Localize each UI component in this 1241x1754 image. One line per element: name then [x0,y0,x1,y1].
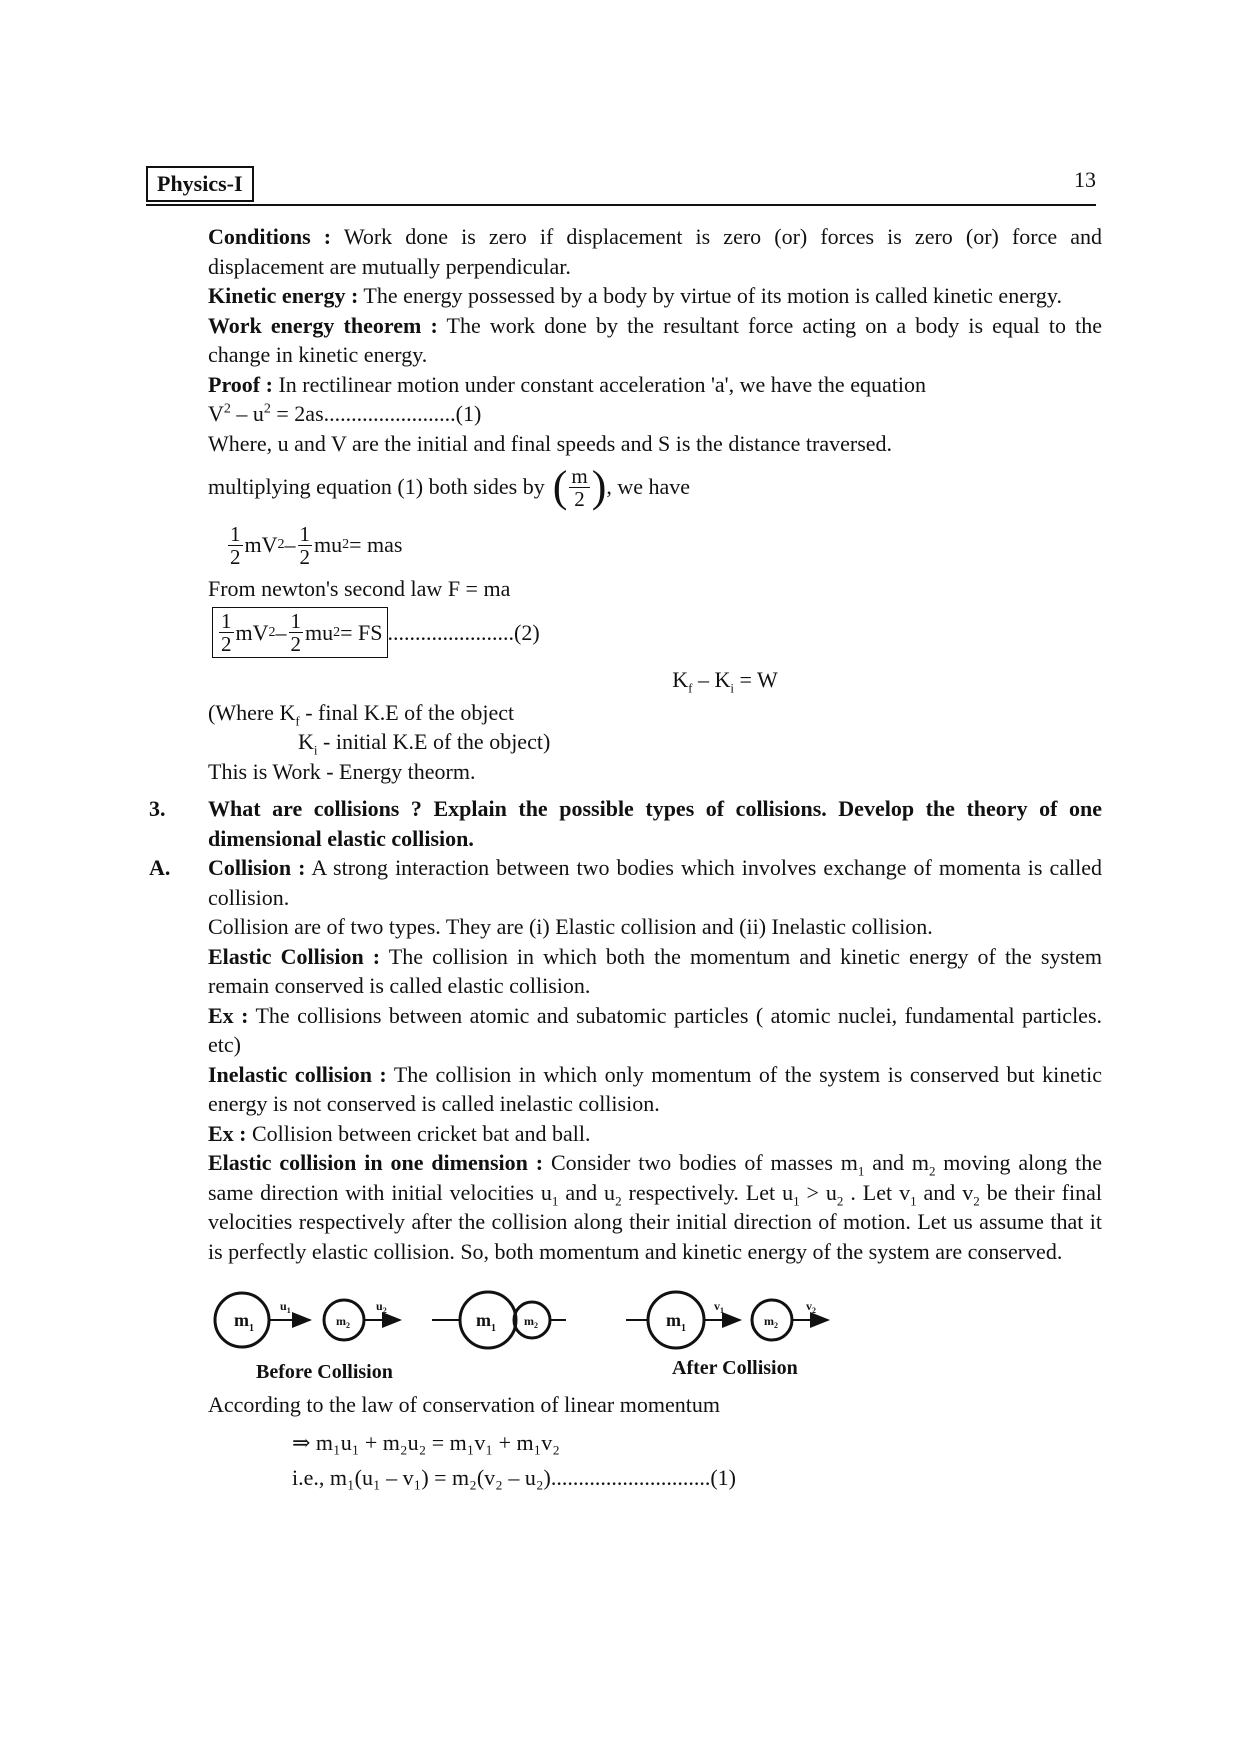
boxed-equation: $\frac{1}{2}$ mV 2 – $\frac{1}{2}$ mu 2 = FS [212,607,388,658]
proof-text: In rectilinear motion under constant acceleration 'a', we have the equation [272,371,926,397]
answer-a: A. Collision : A strong interaction between two bodies which involves exchange of momenta is called collision. [149,855,1102,910]
m-over-2-fraction: $\frac{m}{2}$ [571,463,588,511]
one-dimension-paragraph: Elastic collision in one dimension : Consider two bodies of masses $m_1$ and $m_2$ moving along the same direction with initial velocities $u_1$ and $u_2$ respectively. Let $u_1 > u_2$ . Let $v_1$ and $v_2$ be their final velocities respectively after the collision along their initial direction of motion. Let us assume that it is perfectly elastic collision. So, both momentum and kinetic energy of the system are conserved. [208,1150,1102,1264]
proof-label: Proof : [208,371,273,397]
newton-line: From newton's second law F = ma [208,576,511,601]
theorem-end: This is Work - Energy theorm. [208,758,476,784]
svg-text:m2: $m_2$ [336,1314,350,1330]
svg-text:v2: $v_2$ [806,1299,816,1315]
kinetic-text: The energy possessed by a body by virtue of its motion is called kinetic energy. [358,283,1062,308]
kinetic-paragraph [208,281,1102,311]
equation-2-boxed: $\frac{1}{2}$ mV 2 – $\frac{1}{2}$ mu 2 = FS .......................(2) [208,604,1102,662]
kf-ki-equation: $K_f - K_i = W$ [672,666,778,695]
header-title: Physics-I [146,166,254,202]
equation-mas: $\frac{1}{2}$ mV 2 – $\frac{1}{2}$ mu 2 = mas [230,521,403,569]
before-collision-label: Before Collision [256,1361,393,1383]
page-number: 13 [1074,167,1096,192]
collision-diagram [208,1280,1102,1390]
svg-text:m1: $m_1$ [666,1310,686,1334]
conservation-line: According to the law of conservation of linear momentum [208,1392,720,1417]
inelastic-example: Ex : Collision between cricket bat and ball. [208,1120,591,1146]
mass-1-label: $m_1$ [234,1310,254,1334]
conditions-label: Conditions : [208,224,332,249]
proof-paragraph [208,370,1102,400]
multiply-line: multiplying equation (1) both sides by ( $\frac{m}{2}$ ) , we have [208,462,691,511]
svg-text:u1: $u_1$ [280,1299,291,1315]
page-header [146,166,1096,206]
momentum-equation: ⇒ m₁u₁ + m₂u₂ = m₁v₁ + m₁v₂ [292,1429,560,1455]
collision-svg [198,1280,1092,1390]
where-line: Where, u and V are the initial and final speeds and S is the distance traversed. [208,430,893,456]
svg-text:m2: $m_2$ [764,1314,778,1330]
elastic-paragraph: Elastic Collision : The collision in which both the momentum and kinetic energy of the system remain conserved is called elastic collision. [208,943,1102,998]
svg-text:v1: $v_1$ [714,1299,724,1315]
inelastic-paragraph: Inelastic collision : The collision in which only momentum of the system is conserved but kinetic energy is not conserved is called inelastic collision. [208,1061,1102,1116]
kinetic-label: Kinetic energy : [208,283,359,308]
question-number: 3. [149,796,166,821]
question-3 [149,794,1102,853]
answer-label: A. [149,855,171,880]
elastic-example: Ex : The collisions between atomic and subatomic particles ( atomic nuclei, fundamental particles. etc) [208,1002,1103,1057]
theorem-text: The work done by the resultant force acting on a body is equal to the change in kinetic energy. [208,312,1103,367]
equation-1: $V^2 - u^2 = 2as........................(1)$ [208,401,482,426]
theorem-paragraph [208,311,1102,370]
conditions-paragraph [208,222,1102,281]
where-kf: (Where $K_f$ - final K.E of the object [208,699,515,728]
after-collision-label: After Collision [672,1357,798,1379]
svg-text:u2: $u_2$ [376,1299,387,1315]
momentum-equation-2: i.e., m₁(u₁ – v₁) = m₂(v₂ – u₂).............................(1) [292,1465,736,1490]
page-content [149,222,1103,1493]
conditions-text: Work done is zero if displacement is zero (or) forces is zero (or) force and displacement are mutually perpendicular. [208,224,1102,279]
theorem-label: Work energy theorem : [208,312,438,338]
question-text: What are collisions ? Explain the possible types of collisions. Develop the theory of one dimensional elastic collision. [208,796,1102,851]
types-line: Collision are of two types. They are (i) Elastic collision and (ii) Inelastic collision. [208,914,933,939]
svg-text:m2: $m_2$ [524,1314,538,1330]
svg-text:m1: $m_1$ [476,1310,496,1334]
where-ki: $K_i$ - initial K.E of the object) [298,729,551,758]
